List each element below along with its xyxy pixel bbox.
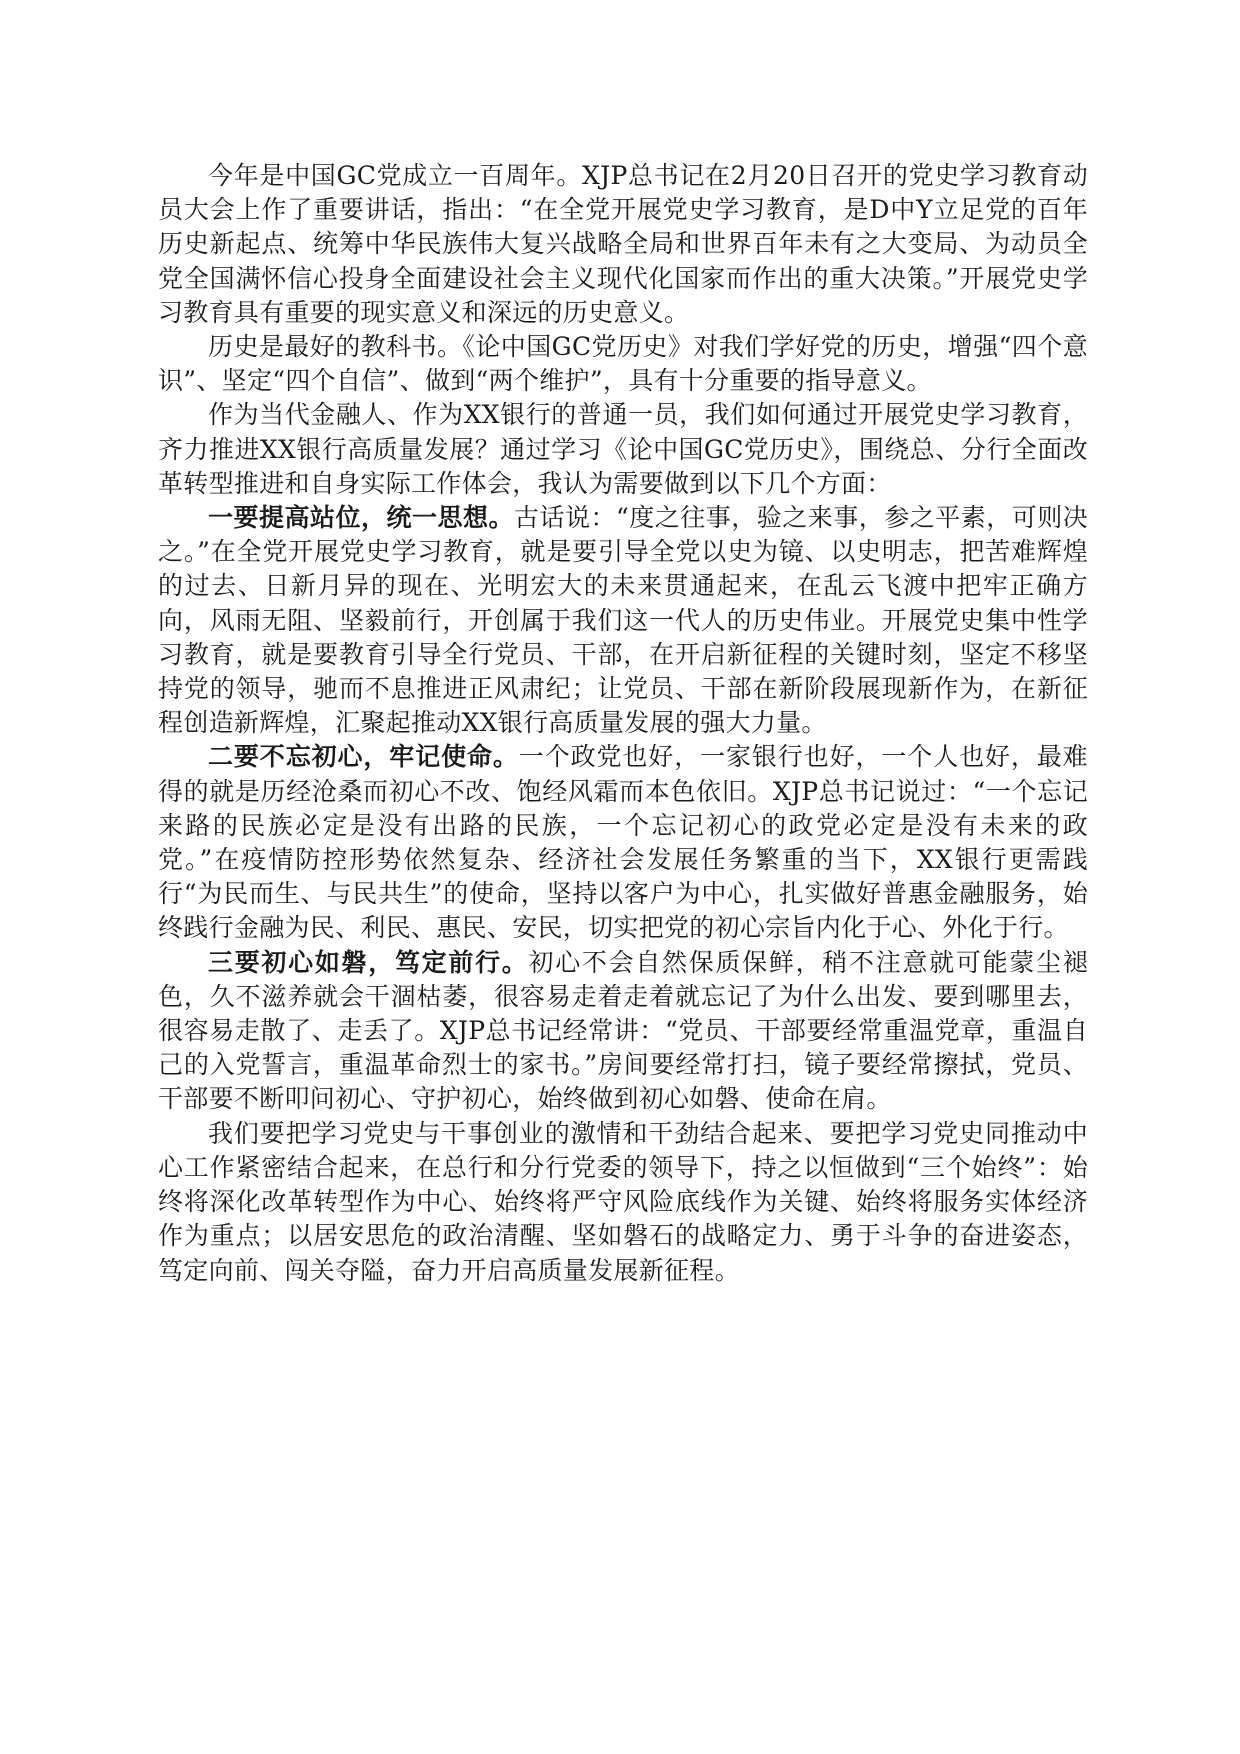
paragraph-point-three	[158, 946, 1088, 1117]
paragraph-heading: 一要提高站位，统一思想。	[208, 503, 514, 533]
paragraph-point-one	[158, 501, 1088, 740]
paragraph-question	[158, 398, 1088, 501]
paragraph-conclusion	[158, 1117, 1088, 1288]
paragraph-text: 今年是中国GC党成立一百周年。XJP总书记在2月20日召开的党史学习教育动员大会上作了重要讲话，指出：“在全党开展党史学习教育，是D中Y立足党的百年历史新起点、统筹中华民族伟大复兴战略全局和世界百年未有之大变局、为动员全党全国满怀信心投身全面建设社会主义现代化国家而作出的重大决策。”开展党史学习教育具有重要的现实意义和深远的历史意义。	[158, 161, 1088, 327]
paragraph-heading: 三要初心如磐，笃定前行。	[208, 947, 529, 977]
document-body	[158, 159, 1088, 1288]
paragraph-history	[158, 330, 1088, 398]
paragraph-text: 一个政党也好，一家银行也好，一个人也好，最难得的就是历经沧桑而初心不改、饱经风霜而本色依旧。XJP总书记说过：“一个忘记来路的民族必定是没有出路的民族，一个忘记初心的政党必定是没有未来的政党。”在疫情防控形势依然复杂、经济社会发展任务繁重的当下，XX银行更需践行“为民而生、与民共生”的使命，坚持以客户为中心，扎实做好普惠金融服务，始终践行金融为民、利民、惠民、安民，切实把党的初心宗旨内化于心、外化于行。	[158, 742, 1088, 943]
paragraph-text: 我们要把学习党史与干事创业的激情和干劲结合起来、要把学习党史同推动中心工作紧密结合起来，在总行和分行党委的领导下，持之以恒做到“三个始终”：始终将深化改革转型作为中心、始终将严守风险底线作为关键、始终将服务实体经济作为重点；以居安思危的政治清醒、坚如磐石的战略定力、勇于斗争的奋进姿态，笃定向前、闯关夺隘，奋力开启高质量发展新征程。	[158, 1118, 1088, 1285]
paragraph-text: 初心不会自然保质保鲜，稍不注意就可能蒙尘褪色，久不滋养就会干涸枯萎，很容易走着走着就忘记了为什么出发、要到哪里去，很容易走散了、走丢了。XJP总书记经常讲：“党员、干部要经常重温党章，重温自己的入党誓言，重温革命烈士的家书。”房间要经常打扫，镜子要经常擦拭，党员、干部要不断叩问初心、守护初心，始终做到初心如磐、使命在肩。	[158, 947, 1088, 1114]
paragraph-text: 历史是最好的教科书。《论中国GC党历史》对我们学好党的历史，增强“四个意识”、坚定“四个自信”、做到“两个维护”，具有十分重要的指导意义。	[158, 332, 1088, 396]
paragraph-text: 作为当代金融人、作为XX银行的普通一员，我们如何通过开展党史学习教育，齐力推进XX银行高质量发展？通过学习《论中国GC党历史》，围绕总、分行全面改革转型推进和自身实际工作体会，我认为需要做到以下几个方面：	[158, 400, 1088, 498]
paragraph-point-two	[158, 740, 1088, 945]
paragraph-text: 古话说：“度之往事，验之来事，参之平素，可则决之。”在全党开展党史学习教育，就是要引导全党以史为镜、以史明志，把苦难辉煌的过去、日新月异的现在、光明宏大的未来贯通起来，在乱云飞渡中把牢正确方向，风雨无阻、坚毅前行，开创属于我们这一代人的历史伟业。开展党史集中性学习教育，就是要教育引导全行党员、干部，在开启新征程的关键时刻，坚定不移坚持党的领导，驰而不息推进正风肃纪；让党员、干部在新阶段展现新作为，在新征程创造新辉煌，汇聚起推动XX银行高质量发展的强大力量。	[158, 503, 1088, 738]
paragraph-heading: 二要不忘初心，牢记使命。	[208, 742, 519, 772]
paragraph-intro	[158, 159, 1088, 330]
